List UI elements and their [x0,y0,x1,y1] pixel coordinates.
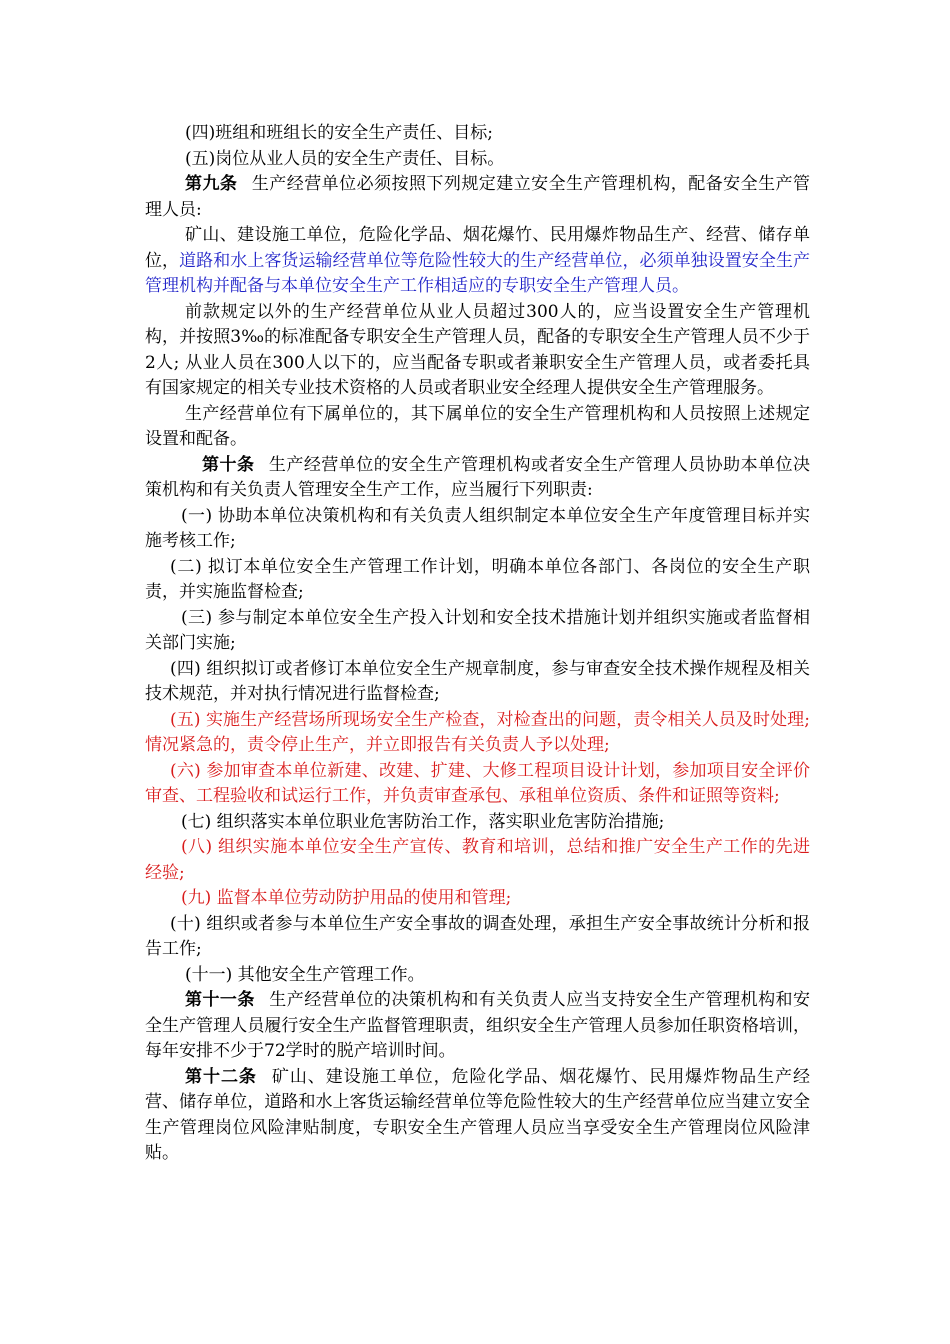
article-9-paragraph-3: 生产经营单位有下属单位的，其下属单位的安全生产管理机构和人员按照上述规定设置和配备。 [145,403,810,449]
article-10-item-5: (五) 实施生产经营场所现场安全生产检查，对检查出的问题，责令相关人员及时处理; 情况紧急的，责令停止生产，并立即报告有关负责人予以处理; [145,709,810,755]
paragraph-item-4: (四)班组和班组长的安全生产责任、目标; [185,123,493,143]
article-9-paragraph-1-plain: 矿山、建设施工单位，危险化学品、烟花爆竹、民用爆炸物品生产、经营、储存单位， [145,225,810,271]
paragraph-item-5: (五)岗位从业人员的安全生产责任、目标。 [185,148,505,169]
article-10-item-4: (四) 组织拟订或者修订本单位安全生产规章制度，参与审查安全技术操作规程及相关技术规范，并对执行情况进行监督检查; [145,658,810,704]
article-9-title: 第九条 [185,174,238,194]
article-12 [145,1065,810,1167]
article-9-paragraph-2: 前款规定以外的生产经营单位从业人员超过300人的，应当设置安全生产管理机构，并按照3‰的标准配备专职安全生产管理人员，配备的专职安全生产管理人员不少于2人; 从业人员在300人以下的，应当配备专职或者兼职安全生产管理人员，或者委托具有国家规定的相关专业技术资格的人员或者职业安全经理人提供安全生产管理服务。 [145,301,810,398]
article-10-item-10: (十) 组织或者参与本单位生产安全事故的调查处理，承担生产安全事故统计分析和报告工作; [145,913,810,959]
article-10-item-7: (七) 组织落实本单位职业危害防治工作，落实职业危害防治措施; [181,811,665,832]
article-10-item-8: (八) 组织实施本单位安全生产宣传、教育和培训，总结和推广安全生产工作的先进经验; [145,837,810,883]
article-10-text: 生产经营单位的安全生产管理机构或者安全生产管理人员协助本单位决策机构和有关负责人管理安全生产工作，应当履行下列职责: [145,454,811,500]
article-10-item-9: (九) 监督本单位劳动防护用品的使用和管理; [181,888,512,908]
article-10-item-2: (二) 拟订本单位安全生产管理工作计划，明确本单位各部门、各岗位的安全生产职责，并实施监督检查; [145,556,810,602]
article-11-title: 第十一条 [185,990,255,1010]
article-12-title: 第十二条 [185,1066,257,1087]
article-10-item-6: (六) 参加审查本单位新建、改建、扩建、大修工程项目设计计划，参加项目安全评价审查、工程验收和试运行工作，并负责审查承包、承租单位资质、条件和证照等资料; [145,760,810,806]
article-11-text: 生产经营单位的决策机构和有关负责人应当支持安全生产管理机构和安全生产管理人员履行安全生产监督管理职责，组织安全生产管理人员参加任职资格培训，每年安排不少于72学时的脱产培训时间。 [145,990,811,1061]
article-11 [145,988,810,1065]
article-10-title: 第十条 [202,454,255,475]
article-9-text: 生产经营单位必须按照下列规定建立安全生产管理机构，配备安全生产管理人员: [145,174,811,220]
article-9-paragraph-1 [145,223,810,300]
article-9-paragraph-1-highlight: 道路和水上客货运输经营单位等危险性较大的生产经营单位，必须单独设置安全生产管理机构并配备与本单位安全生产工作相适应的专职安全生产管理人员。 [145,250,811,296]
article-10 [145,453,810,504]
article-10-item-3: (三) 参与制定本单位安全生产投入计划和安全技术措施计划并组织实施或者监督相关部门实施; [145,607,810,653]
article-9 [145,172,810,223]
article-10-item-1: (一) 协助本单位决策机构和有关负责人组织制定本单位安全生产年度管理目标并实施考核工作; [145,505,810,551]
article-12-text: 矿山、建设施工单位，危险化学品、烟花爆竹、民用爆炸物品生产经营、储存单位，道路和水上客货运输经营单位等危险性较大的生产经营单位应当建立安全生产管理岗位风险津贴制度，专职安全生产管理人员应当享受安全生产管理岗位风险津贴。 [145,1066,811,1163]
article-10-item-11: (十一) 其他安全生产管理工作。 [185,964,425,985]
document-body [145,121,810,1167]
